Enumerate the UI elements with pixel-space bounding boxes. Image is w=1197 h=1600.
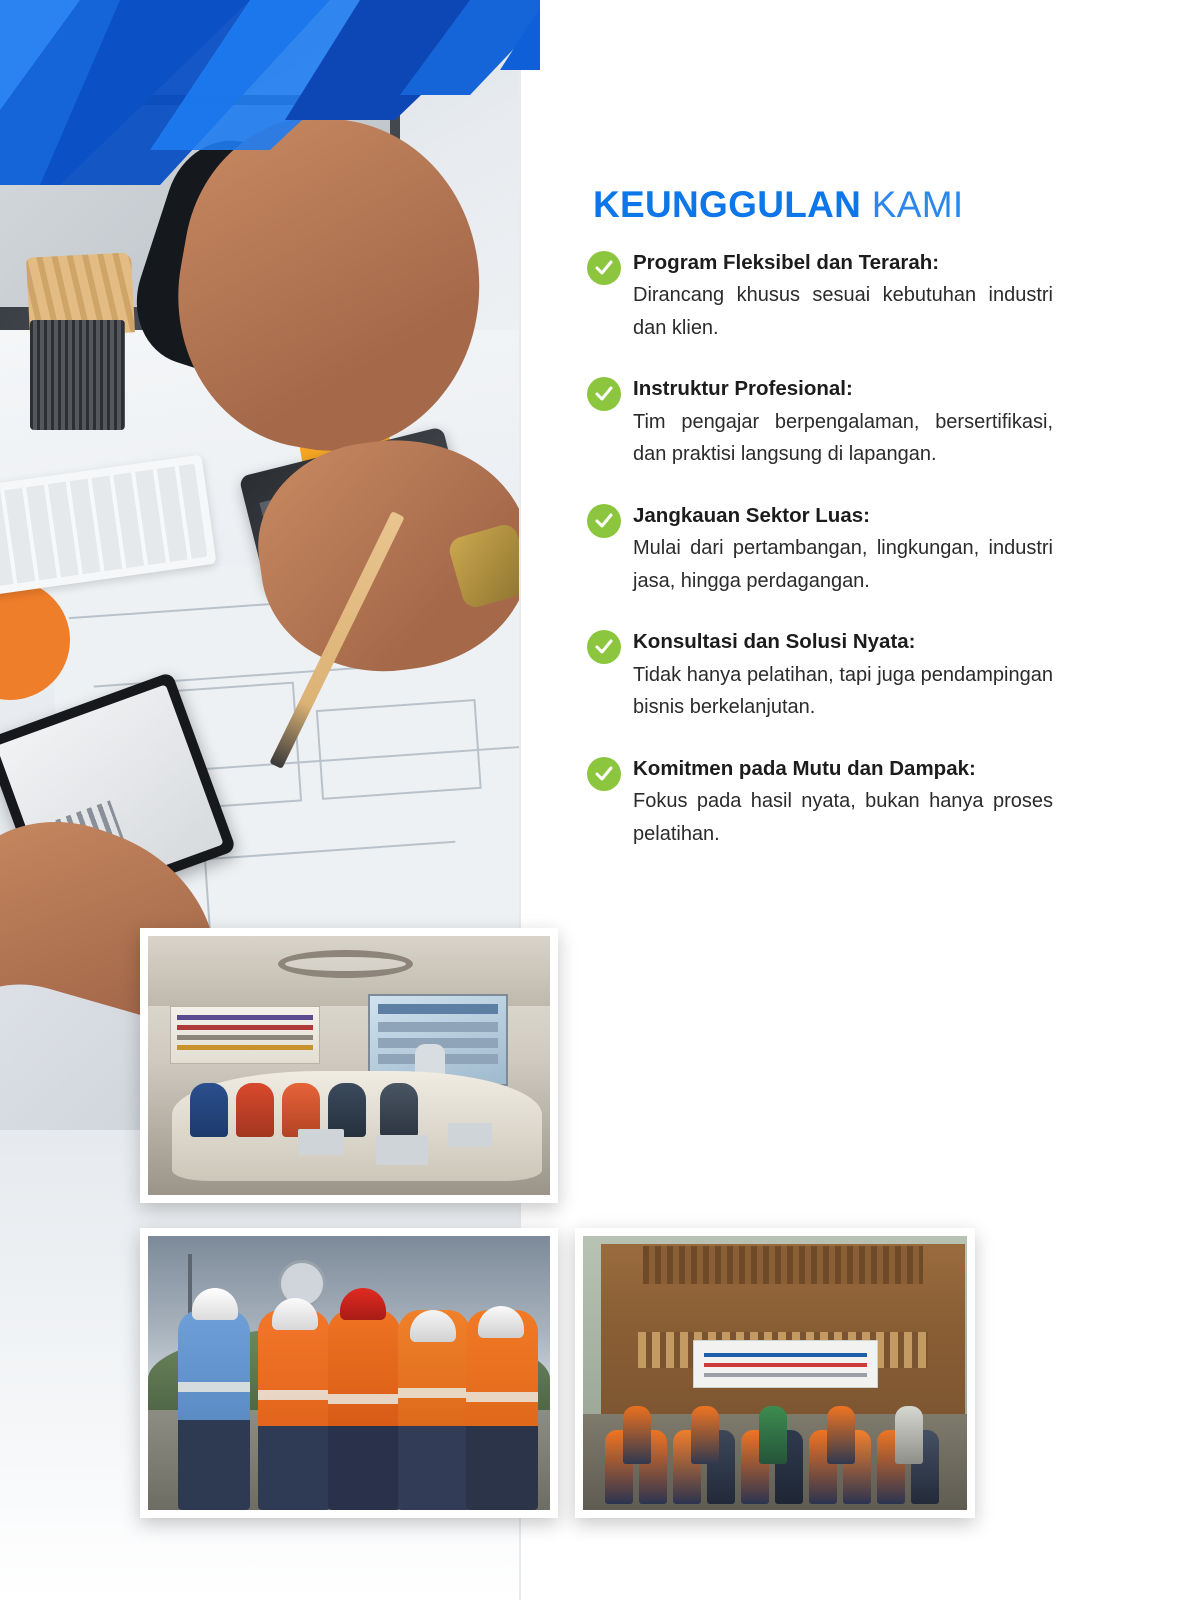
pencil-cup-shape xyxy=(30,320,125,430)
list-item xyxy=(565,627,1152,724)
event-banner-shape xyxy=(693,1340,878,1388)
list-item xyxy=(565,248,1152,345)
advantage-heading: Konsultasi dan Solusi Nyata: xyxy=(633,630,916,654)
advantage-heading: Komitmen pada Mutu dan Dampak: xyxy=(633,756,976,780)
page-title-light: KAMI xyxy=(871,184,964,225)
advantage-body: Dirancang khusus sesuai kebutuhan industri dan klien. xyxy=(633,284,1053,339)
advantage-heading: Instruktur Profesional: xyxy=(633,377,853,401)
photo-field-workers xyxy=(140,1228,558,1518)
event-backdrop-shape xyxy=(170,1006,320,1064)
list-item xyxy=(565,754,1152,851)
list-item xyxy=(565,374,1152,471)
worker-figure xyxy=(258,1310,330,1510)
worker-figure xyxy=(328,1310,400,1510)
worker-figure xyxy=(178,1310,250,1510)
check-circle-icon xyxy=(587,377,621,411)
advantage-heading: Program Fleksibel dan Terarah: xyxy=(633,250,940,274)
list-item xyxy=(565,501,1152,598)
page-title xyxy=(593,185,1152,226)
advantage-body: Fokus pada hasil nyata, bukan hanya proses pelatihan. xyxy=(633,790,1053,845)
photo-meeting-room xyxy=(140,928,558,1203)
advantage-body: Tim pengajar berpengalaman, bersertifikasi, dan praktisi langsung di lapangan. xyxy=(633,410,1053,466)
advantage-body: Mulai dari pertambangan, lingkungan, industri jasa, hingga perdagangan. xyxy=(633,537,1053,592)
photo-group-training xyxy=(575,1228,975,1518)
advantage-body: Tidak hanya pelatihan, tapi juga pendampingan bisnis berkelanjutan. xyxy=(633,663,1053,719)
check-circle-icon xyxy=(587,757,621,791)
advantages-list xyxy=(565,248,1152,851)
check-circle-icon xyxy=(587,630,621,664)
roof-shape xyxy=(643,1246,923,1284)
check-circle-icon xyxy=(587,504,621,538)
page-title-bold: KEUNGGULAN xyxy=(593,184,862,225)
advantage-heading: Jangkauan Sektor Luas: xyxy=(633,503,870,527)
check-circle-icon xyxy=(587,251,621,285)
worker-figure xyxy=(466,1310,538,1510)
ceiling-light-shape xyxy=(278,950,413,978)
